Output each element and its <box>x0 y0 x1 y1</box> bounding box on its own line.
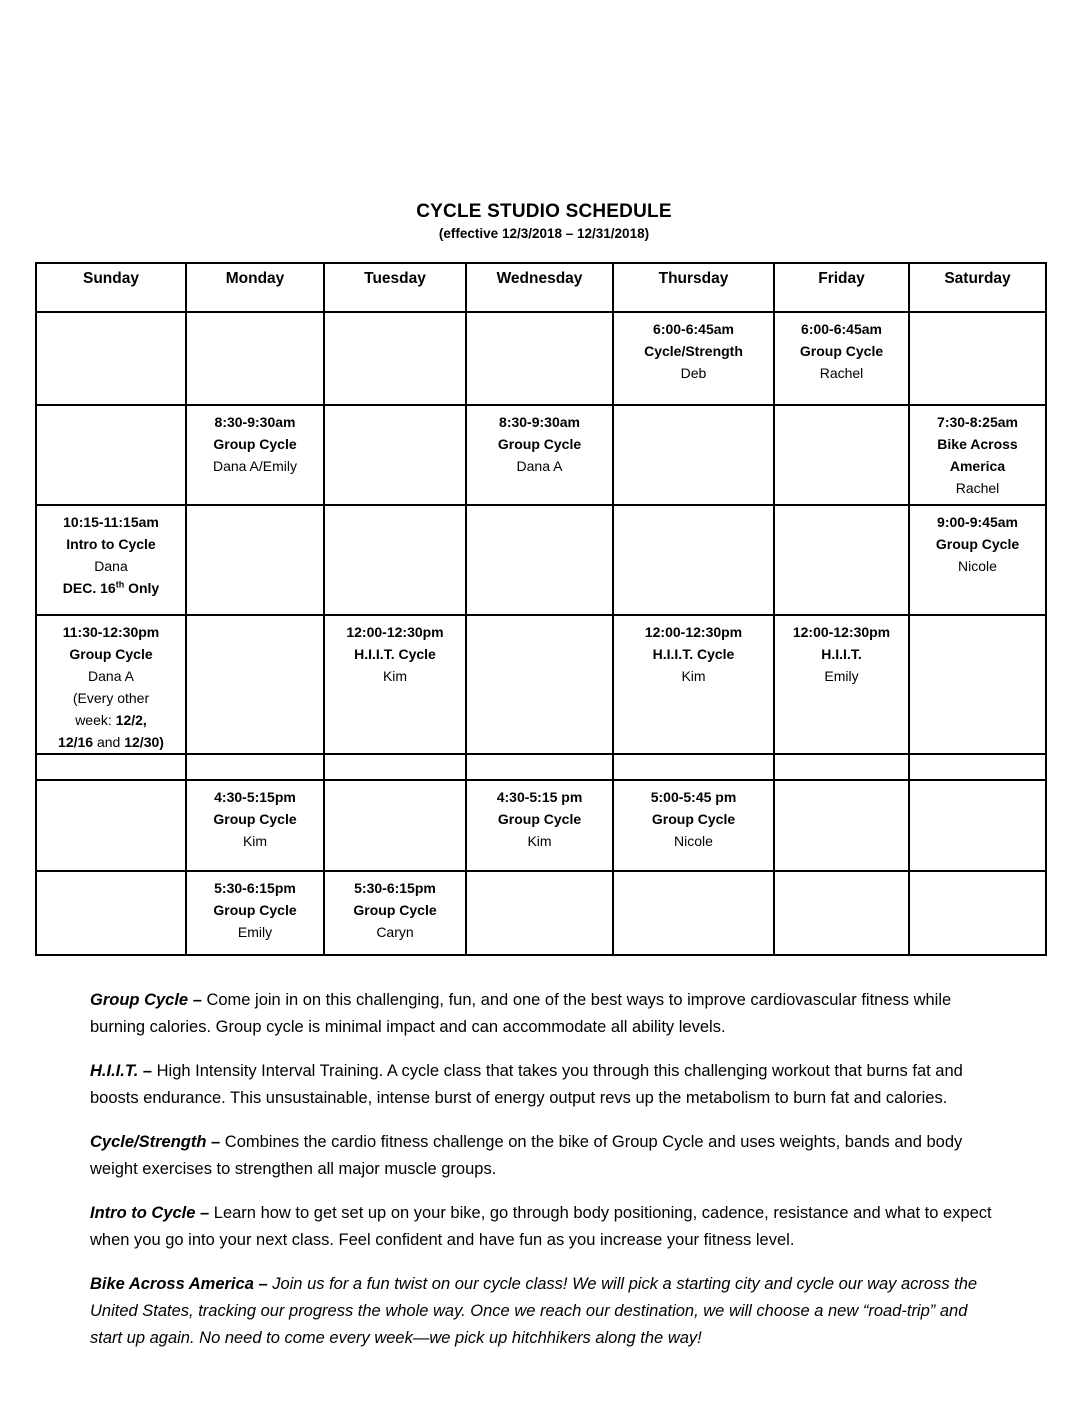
cell-line: 12:00-12:30pm <box>792 624 891 640</box>
cell-line: 4:30-5:15 pm <box>496 789 583 805</box>
cell-line: Emily <box>824 668 859 684</box>
class-description-lead: Group Cycle – <box>90 991 207 1009</box>
class-description-3 <box>90 1129 993 1183</box>
cell-line: Group Cycle <box>935 536 1020 552</box>
schedule-cell-empty <box>324 312 466 405</box>
cell-line: Group Cycle <box>497 811 582 827</box>
schedule-cell <box>186 405 324 505</box>
schedule-cell-empty <box>909 871 1046 955</box>
cell-line: (Every other <box>72 690 150 706</box>
cell-line: Rachel <box>955 480 1000 496</box>
schedule-row-3 <box>36 505 1046 615</box>
cell-line: 5:30-6:15pm <box>214 880 296 896</box>
cell-line: Group Cycle <box>353 902 437 918</box>
cell-line: Group Cycle <box>69 646 153 662</box>
class-description-body: Combines the cardio fitness challenge on the bike of Group Cycle and uses weights, bands and body weight exercises to strengthen all major muscle groups. <box>90 1133 963 1178</box>
class-description-body: Come join in on this challenging, fun, and one of the best ways to improve cardiovascular fitness while burning calories. Group cycle is minimal impact and can accommodate all ability levels. <box>90 991 952 1036</box>
schedule-table <box>35 262 1047 956</box>
schedule-cell-empty <box>324 505 466 615</box>
cell-line: week: 12/2, <box>75 712 147 728</box>
schedule-cell-empty <box>36 871 186 955</box>
schedule-cell <box>466 780 613 871</box>
day-header-wednesday: Wednesday <box>466 263 613 312</box>
schedule-cell-empty <box>36 405 186 505</box>
schedule-cell-empty <box>186 754 324 780</box>
cell-line: Group Cycle <box>213 436 297 452</box>
class-description-body: Learn how to get set up on your bike, go through body positioning, cadence, resistance and what to expect when you go into your next class. Feel confident and have fun as you increase your fitness level. <box>90 1204 992 1249</box>
page-subtitle: (effective 12/3/2018 – 12/31/2018) <box>438 226 650 241</box>
schedule-cell <box>774 312 909 405</box>
day-header-thursday: Thursday <box>613 263 774 312</box>
schedule-cell <box>466 405 613 505</box>
schedule-cell <box>774 615 909 754</box>
cell-line: 8:30-9:30am <box>499 414 580 430</box>
class-description-2 <box>90 1058 993 1112</box>
schedule-cell <box>613 780 774 871</box>
schedule-cell-empty <box>186 615 324 754</box>
day-header-saturday: Saturday <box>909 263 1046 312</box>
day-header-tuesday: Tuesday <box>324 263 466 312</box>
cell-line: Caryn <box>376 924 414 940</box>
cell-line: DEC. 16th Only <box>62 579 160 596</box>
cell-line: Nicole <box>958 558 997 574</box>
cell-line: Nicole <box>674 833 713 849</box>
day-header-monday: Monday <box>186 263 324 312</box>
cell-line: Kim <box>382 668 408 684</box>
cell-line: Deb <box>680 365 707 381</box>
cell-line: 8:30-9:30am <box>214 414 296 430</box>
cell-line: 9:00-9:45am <box>937 514 1018 530</box>
schedule-cell-empty <box>466 615 613 754</box>
schedule-cell <box>613 312 774 405</box>
schedule-cell <box>909 405 1046 505</box>
cell-line: Kim <box>681 668 706 684</box>
class-description-lead: H.I.I.T. – <box>90 1062 157 1080</box>
cell-line: 12:00-12:30pm <box>346 624 444 640</box>
day-header-friday: Friday <box>774 263 909 312</box>
schedule-cell-empty <box>774 780 909 871</box>
schedule-row-4 <box>36 615 1046 754</box>
schedule-header-row <box>36 263 1046 312</box>
cell-line: Group Cycle <box>497 436 582 452</box>
cell-line: 6:00-6:45am <box>653 321 734 337</box>
cell-line: 10:15-11:15am <box>63 514 159 530</box>
cell-line: 11:30-12:30pm <box>62 624 160 640</box>
page-title: CYCLE STUDIO SCHEDULE <box>416 201 672 222</box>
cell-line: 4:30-5:15pm <box>214 789 296 805</box>
cell-line: 5:30-6:15pm <box>354 880 436 896</box>
schedule-cell-empty <box>324 780 466 871</box>
cell-line: H.I.I.T. Cycle <box>354 646 436 662</box>
schedule-cell <box>36 505 186 615</box>
class-description-4 <box>90 1200 993 1254</box>
schedule-cell-empty <box>324 405 466 505</box>
schedule-row-5 <box>36 754 1046 780</box>
schedule-cell-empty <box>909 615 1046 754</box>
class-description-lead: Intro to Cycle – <box>90 1204 214 1222</box>
cell-line: 12/16 and 12/30) <box>58 734 164 750</box>
cell-line: 7:30-8:25am <box>937 414 1018 430</box>
schedule-cell-empty <box>186 312 324 405</box>
schedule-cell-empty <box>36 754 186 780</box>
cell-line: 5:00-5:45 pm <box>650 789 737 805</box>
schedule-cell <box>186 871 324 955</box>
schedule-cell-empty <box>909 754 1046 780</box>
schedule-cell <box>909 505 1046 615</box>
schedule-cell-empty <box>613 754 774 780</box>
cell-line: 6:00-6:45am <box>801 321 882 337</box>
schedule-cell-empty <box>466 505 613 615</box>
schedule-cell-empty <box>613 505 774 615</box>
cell-line: Dana A <box>88 668 134 684</box>
schedule-cell <box>186 780 324 871</box>
schedule-cell-empty <box>36 780 186 871</box>
schedule-body <box>36 312 1046 955</box>
cell-line: H.I.I.T. <box>821 646 862 662</box>
class-description-lead: Cycle/Strength – <box>90 1133 225 1151</box>
cell-line: Dana A <box>516 458 563 474</box>
schedule-cell <box>324 871 466 955</box>
schedule-cell-empty <box>774 754 909 780</box>
cell-line: Emily <box>237 924 273 940</box>
schedule-cell-empty <box>774 871 909 955</box>
schedule-cell-empty <box>909 780 1046 871</box>
cell-line: Kim <box>527 833 552 849</box>
day-header-sunday: Sunday <box>36 263 186 312</box>
schedule-cell-empty <box>36 312 186 405</box>
class-description-lead: Bike Across America – <box>90 1275 273 1293</box>
cell-line: Group Cycle <box>651 811 736 827</box>
cell-line: Bike Across <box>937 436 1018 452</box>
cell-line: Dana A/Emily <box>212 458 298 474</box>
schedule-cell-empty <box>613 871 774 955</box>
schedule-cell-empty <box>613 405 774 505</box>
cell-line: H.I.I.T. Cycle <box>652 646 735 662</box>
schedule-cell-empty <box>186 505 324 615</box>
schedule-cell-empty <box>774 505 909 615</box>
cell-line: Kim <box>242 833 268 849</box>
cell-line: Rachel <box>819 365 864 381</box>
cell-line: Group Cycle <box>213 902 297 918</box>
class-descriptions <box>90 987 993 1352</box>
schedule-cell-empty <box>324 754 466 780</box>
schedule-cell <box>324 615 466 754</box>
schedule-cell-empty <box>909 312 1046 405</box>
cell-line: 12:00-12:30pm <box>644 624 743 640</box>
cell-line: Intro to Cycle <box>66 536 156 552</box>
schedule-row-2 <box>36 405 1046 505</box>
schedule-cell-empty <box>466 754 613 780</box>
class-description-5 <box>90 1271 993 1352</box>
schedule-row-7 <box>36 871 1046 955</box>
schedule-row-1 <box>36 312 1046 405</box>
schedule-cell-empty <box>466 312 613 405</box>
schedule-cell <box>613 615 774 754</box>
schedule-cell-empty <box>774 405 909 505</box>
schedule-cell <box>36 615 186 754</box>
cell-line: Group Cycle <box>799 343 884 359</box>
cell-line: Cycle/Strength <box>644 343 743 359</box>
cell-line: Group Cycle <box>213 811 297 827</box>
class-description-1 <box>90 987 993 1041</box>
class-description-body: Join us for a fun twist on our cycle class! We will pick a starting city and cycle our way across the United States, tracking our progress the whole way. Once we reach our destination, we will choose a new “road-trip” and start up again. No need to come every week—we pick up hitchhikers along the way! <box>90 1275 978 1347</box>
cell-line: Dana <box>94 558 128 574</box>
class-description-body: High Intensity Interval Training. A cycle class that takes you through this challenging workout that burns fat and boosts endurance. This unsustainable, intense burst of energy output revs up the metabolism to burn fat and calories. <box>90 1062 963 1107</box>
schedule-row-6 <box>36 780 1046 871</box>
cell-line: America <box>949 458 1006 474</box>
schedule-cell-empty <box>466 871 613 955</box>
